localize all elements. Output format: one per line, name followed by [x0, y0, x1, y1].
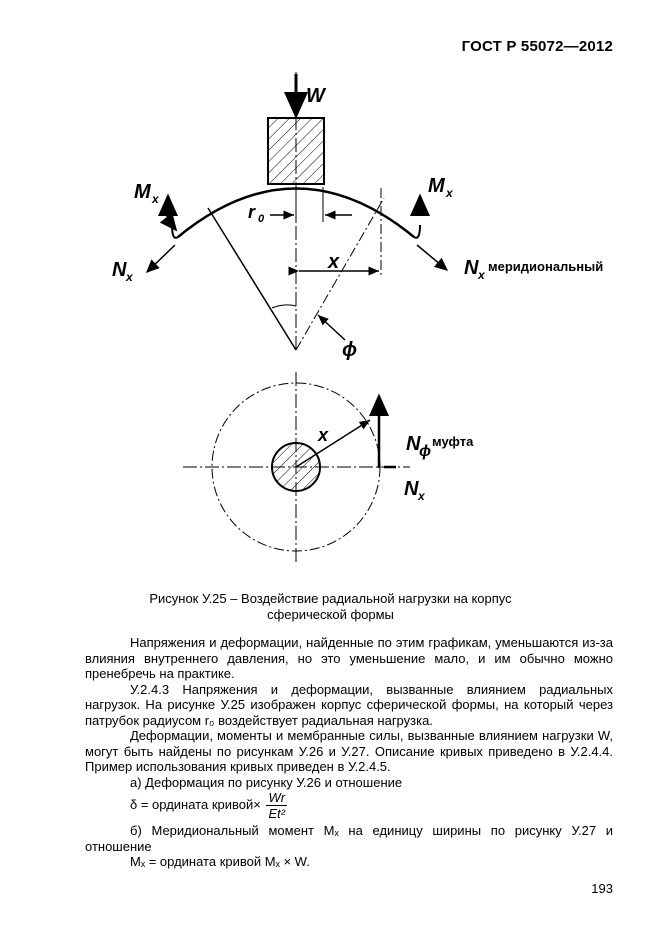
paragraph-5: б) Меридиональный момент Mₓ на единицу ширины по рисунку У.27 и отношение — [85, 823, 613, 854]
svg-text:x: x — [418, 489, 425, 503]
body-text — [85, 635, 613, 790]
paragraph-2: У.2.4.3 Напряжения и деформации, вызванные влиянием радиальных нагрузок. На рисунке У.25 изображен корпус сферической формы, на который через патрубок радиусом r₀ воздействует радиальная нагрузка. — [85, 681, 613, 728]
plan-view — [183, 372, 410, 565]
document-header: ГОСТ Р 55072—2012 — [461, 38, 613, 55]
paragraph-6: Mₓ = ордината кривой Mₓ × W. — [130, 854, 310, 869]
paragraph-3: Деформации, моменты и мембранные силы, вызванные влиянием нагрузки W, могут быть найдены по рисункам У.26 и У.27. Описание кривых приведено в У.2.4.4. Пример использования кривых приведен в У.2.4.5. — [85, 728, 613, 774]
svg-text:x: x — [152, 192, 159, 206]
formula-deformation: δ = ордината кривой× $\frac{Wr}{\text{Et²}}$ — [130, 790, 286, 821]
label-nx-left: N — [112, 259, 127, 281]
svg-text:ϕ: ϕ — [419, 443, 432, 460]
side-view — [147, 72, 447, 350]
svg-text:x: x — [478, 268, 485, 282]
label-nx-bottom: N — [404, 478, 419, 500]
paragraph-1: Напряжения и деформации, найденные по этим графикам, уменьшаются из-за влияния внутреннего давления, но это уменьшение мало, и им обычно можно пренебречь на практике. — [85, 635, 613, 681]
label-x-bottom: x — [318, 425, 329, 445]
label-mufta: муфта — [432, 434, 474, 449]
label-mx-left: M — [134, 181, 151, 203]
fraction-denominator: Et² — [268, 806, 286, 821]
nozzle-hatched — [268, 118, 324, 184]
svg-text:0: 0 — [258, 213, 265, 225]
svg-text:x: x — [446, 186, 453, 200]
paragraph-4: а) Деформация по рисунку У.26 и отношение — [130, 774, 403, 790]
fraction-numerator: Wr — [268, 790, 286, 805]
label-phi: ϕ — [342, 339, 358, 361]
label-r0: r — [248, 202, 256, 222]
figure-caption: Рисунок У.25 – Воздействие радиальной нагрузки на корпус сферической формы — [149, 591, 512, 622]
page-number: 193 — [591, 881, 613, 896]
label-w: W — [306, 85, 325, 107]
label-nx-right: N — [464, 257, 479, 279]
label-x-top: x — [328, 251, 340, 273]
label-nphi: N — [406, 433, 421, 455]
label-meridional: меридиональный — [488, 259, 604, 274]
label-mx-right: M — [428, 175, 445, 197]
svg-text:x: x — [126, 270, 133, 284]
